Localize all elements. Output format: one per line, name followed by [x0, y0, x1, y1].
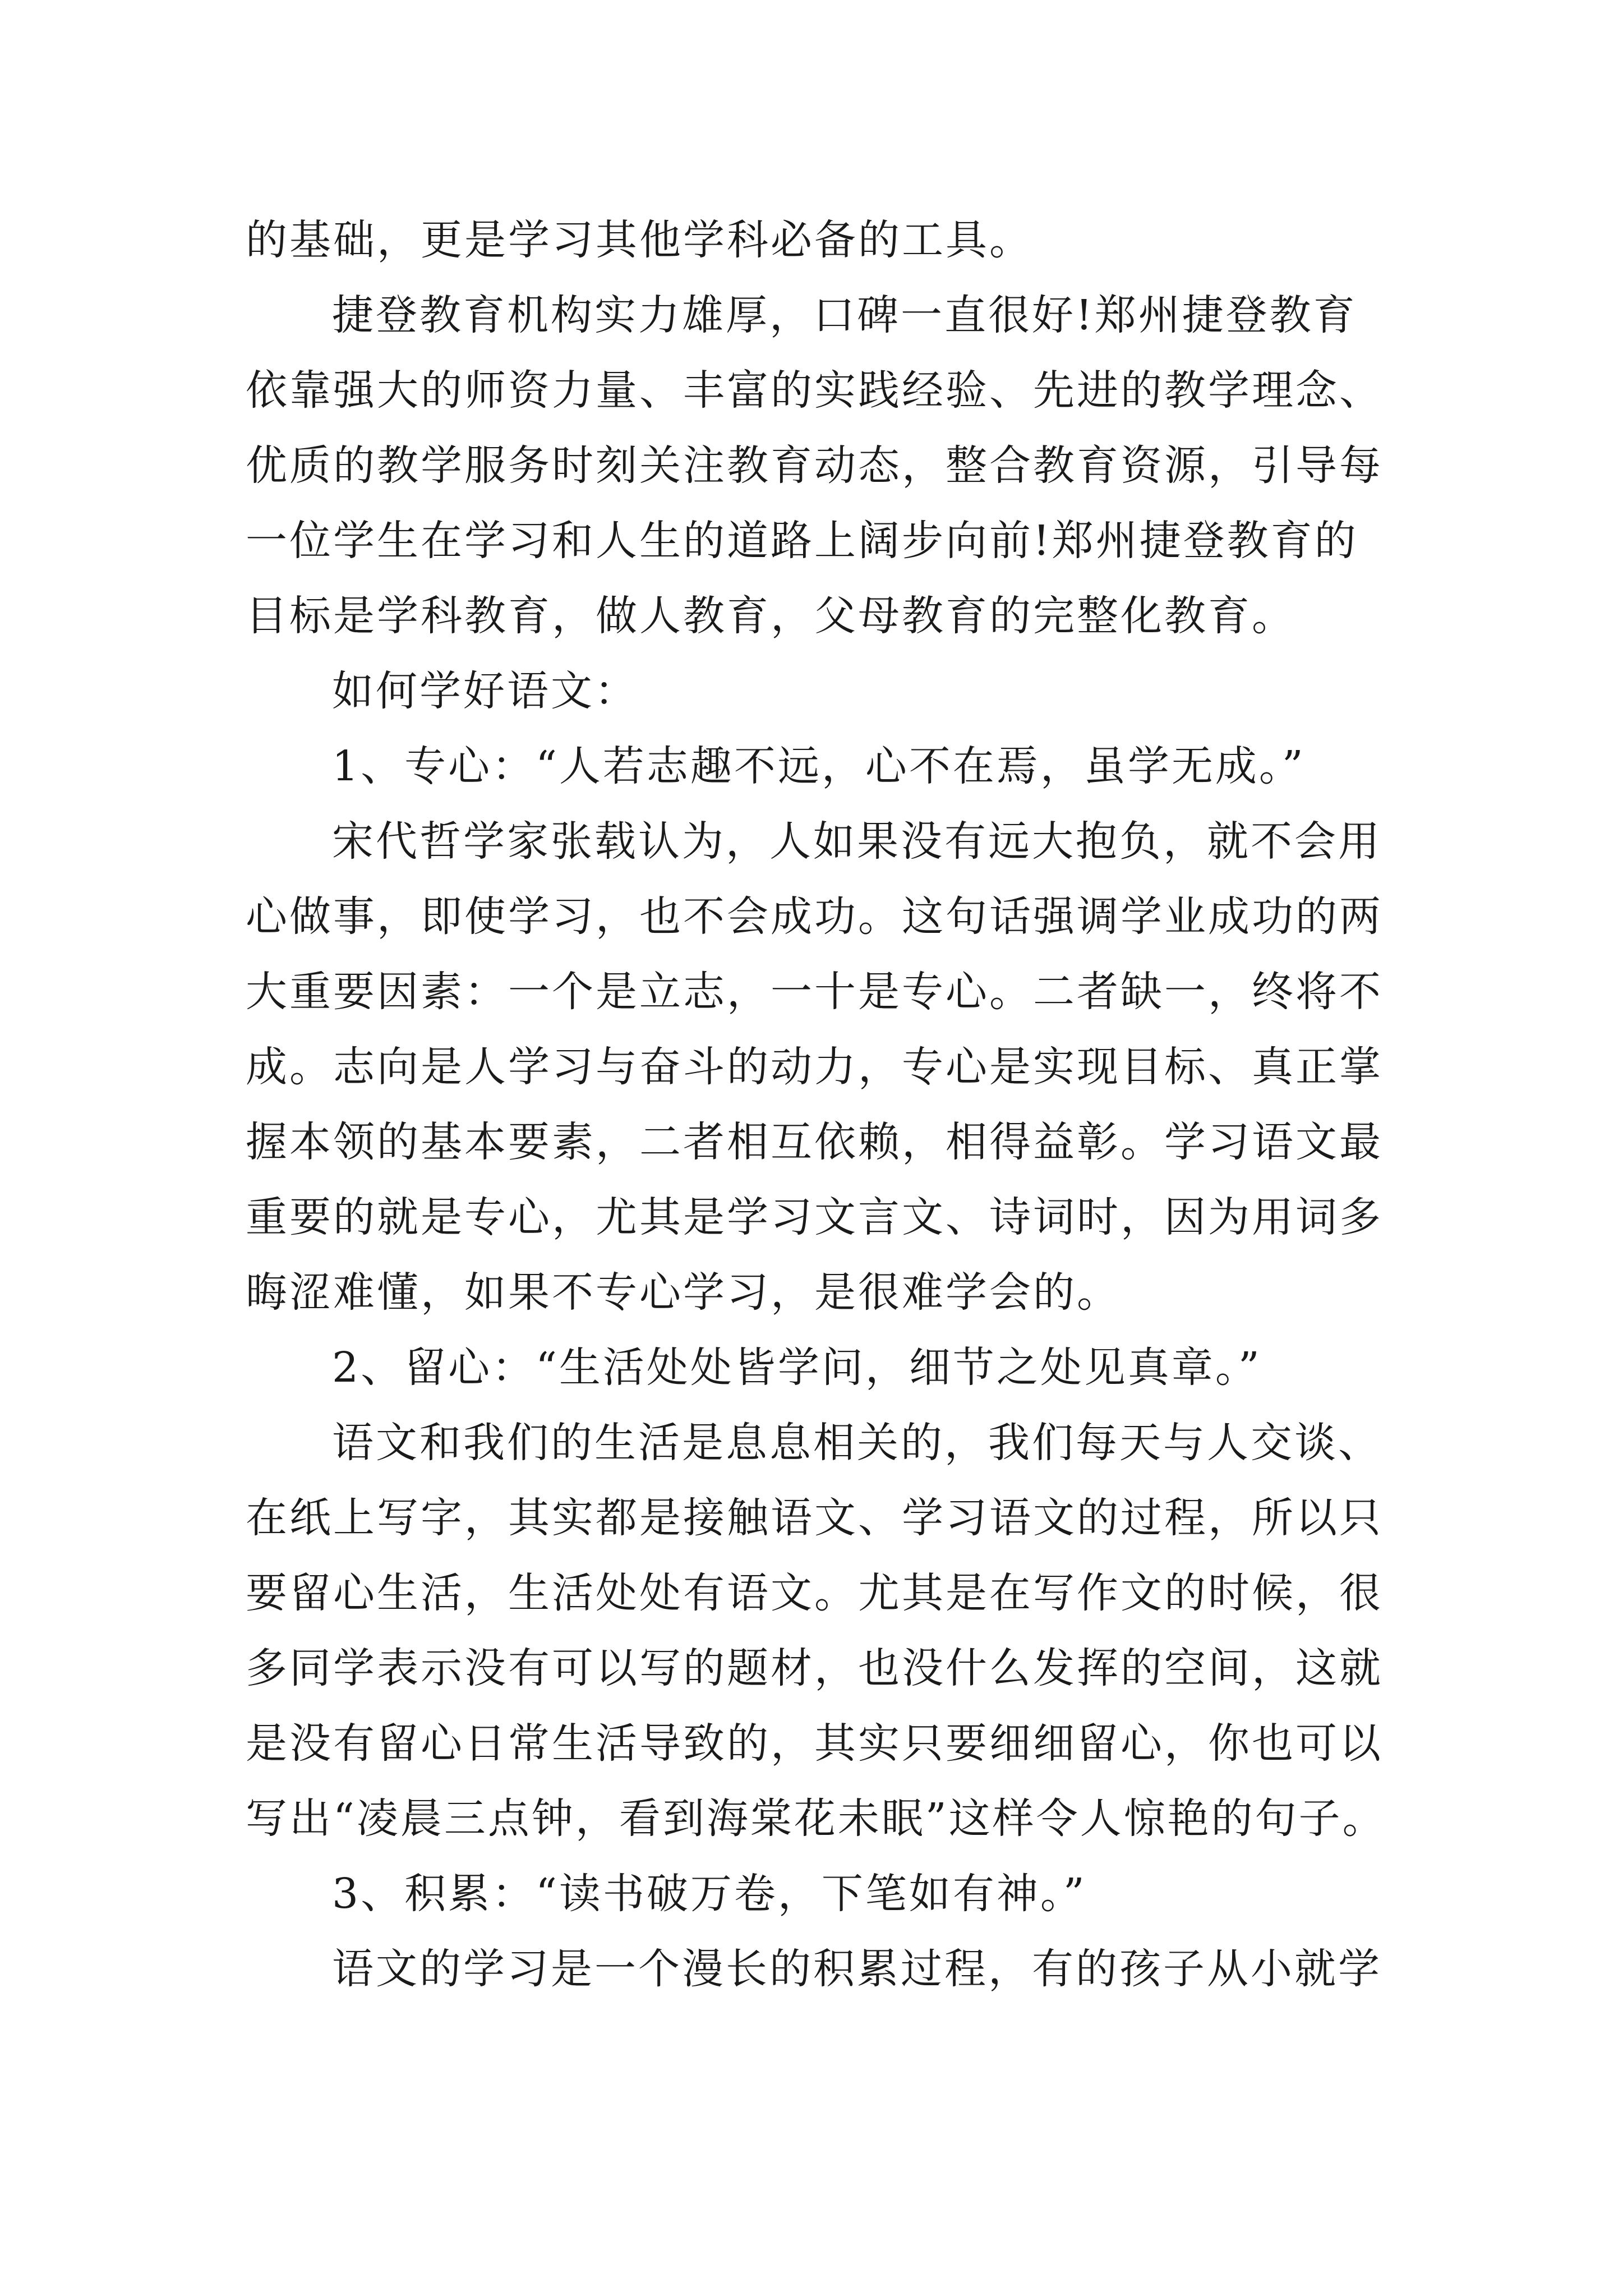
- text-line: 大重要因素：一个是立志，一十是专心。二者缺一，终将不: [246, 968, 1383, 1016]
- text-line: 在纸上写字，其实都是接触语文、学习语文的过程，所以只: [246, 1494, 1383, 1542]
- text-line: 的基础，更是学习其他学科必备的工具。: [246, 216, 1033, 264]
- text-line: 目标是学科教育，做人教育，父母教育的完整化教育。: [246, 592, 1295, 640]
- paragraph-start-line: 捷登教育机构实力雄厚，口碑一直很好!郑州捷登教育: [332, 291, 1357, 339]
- point-heading: 3、积累：“读书破万卷，下笔如有神。”: [332, 1870, 1087, 1918]
- text-line: 写出“凌晨三点钟，看到海棠花未眠”这样令人惊艳的句子。: [246, 1795, 1386, 1843]
- text-line: 心做事，即使学习，也不会成功。这句话强调学业成功的两: [246, 892, 1383, 941]
- paragraph-start-line: 语文的学习是一个漫长的积累过程，有的孩子从小就学: [332, 1945, 1382, 1993]
- point-heading: 2、留心：“生活处处皆学问，细节之处见真章。”: [332, 1343, 1262, 1392]
- text-line: 重要的就是专心，尤其是学习文言文、诗词时，因为用词多: [246, 1193, 1383, 1241]
- text-line: 成。志向是人学习与奋斗的动力，专心是实现目标、真正掌: [246, 1043, 1383, 1091]
- point-heading: 1、专心：“人若志趣不远，心不在焉，虽学无成。”: [332, 742, 1306, 790]
- text-line: 多同学表示没有可以写的题材，也没什么发挥的空间，这就: [246, 1644, 1383, 1692]
- paragraph-start-line: 语文和我们的生活是息息相关的，我们每天与人交谈、: [332, 1419, 1382, 1467]
- text-line: 依靠强大的师资力量、丰富的实践经验、先进的教学理念、: [246, 366, 1383, 415]
- paragraph-start-line: 宋代哲学家张载认为，人如果没有远大抱负，就不会用: [332, 817, 1382, 866]
- text-line: 是没有留心日常生活导致的，其实只要细细留心，你也可以: [246, 1719, 1383, 1768]
- text-line: 优质的教学服务时刻关注教育动态，整合教育资源，引导每: [246, 441, 1383, 490]
- text-line: 握本领的基本要素，二者相互依赖，相得益彰。学习语文最: [246, 1118, 1383, 1166]
- text-line: 一位学生在学习和人生的道路上阔步向前!郑州捷登教育的: [246, 517, 1358, 565]
- text-line: 晦涩难懂，如果不专心学习，是很难学会的。: [246, 1268, 1121, 1317]
- section-heading: 如何学好语文：: [332, 667, 638, 715]
- text-line: 要留心生活，生活处处有语文。尤其是在写作文的时候，很: [246, 1569, 1383, 1617]
